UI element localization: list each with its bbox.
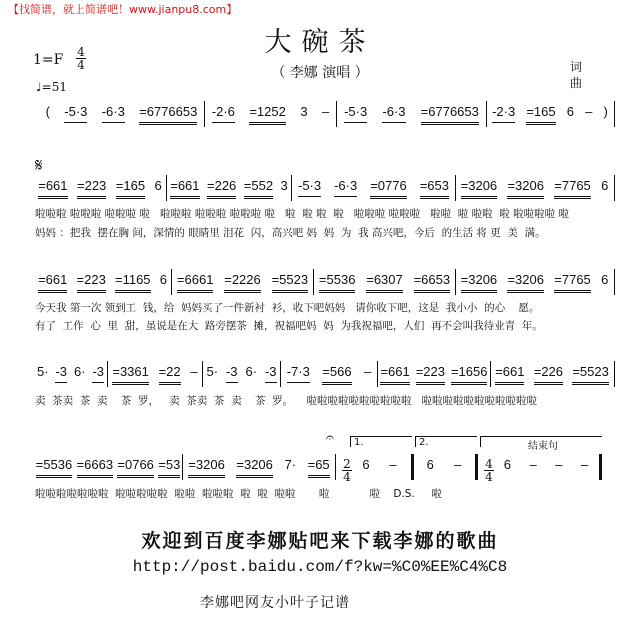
barline	[377, 361, 378, 387]
barline	[182, 454, 183, 480]
note-group: =5523	[272, 272, 309, 293]
note-group: =3206	[461, 272, 498, 293]
measure	[418, 457, 470, 479]
time-bottom: 4	[77, 58, 85, 72]
note-group: =226	[207, 178, 236, 199]
measure	[457, 178, 612, 200]
time-bottom: 4	[485, 470, 493, 484]
note-group: =223	[77, 272, 106, 293]
barline	[614, 361, 615, 387]
note-group: -6·3	[382, 104, 405, 123]
note-group: =3361	[112, 364, 149, 385]
note-group: -7·3	[287, 364, 310, 383]
note-group: =3206	[507, 272, 544, 293]
note-group: –	[322, 104, 330, 119]
note-group: =5523	[572, 364, 609, 385]
note-group: =661	[38, 178, 67, 199]
measure	[173, 272, 312, 294]
note-group: =3206	[188, 457, 225, 478]
note-group: –	[364, 364, 372, 379]
lyrics-line: 啦啦啦啦啦啦啦 啦啦啦啦啦 啦啦 啦啦啦 啦 啦 啦啦 啦 啦 D.S. 啦	[35, 488, 442, 500]
barline	[204, 101, 205, 127]
barline	[313, 269, 314, 295]
barline	[455, 269, 456, 295]
note-group: 5·	[36, 364, 49, 379]
note-group: =1656	[451, 364, 488, 385]
lyrics-line: 有了 工作 心 里 甜，虽说是在大 路旁摆茶 摊，祝福吧妈 妈 为我祝福吧，人们 再不会叫我待业青 年。	[35, 320, 543, 332]
lyrics-line: 妈妈 ：把我 摆在胸 间，深情的 眼睛里 泪花 闪，高兴吧 妈 妈 为 我 高兴吧，今后 的生活 将 更 美 满。	[35, 227, 546, 239]
measure	[168, 178, 290, 200]
note-group: )	[603, 104, 608, 119]
barline	[291, 175, 292, 201]
note-group: 6·	[245, 364, 258, 379]
note-group: –	[555, 457, 563, 472]
note-group: 6	[601, 272, 609, 287]
barline	[107, 361, 108, 387]
note-group: =653	[420, 178, 449, 199]
segno-icon: 𝄋	[35, 155, 43, 176]
score-row	[0, 178, 640, 200]
note-group: =661	[495, 364, 524, 385]
barline	[202, 361, 203, 387]
note-group: –	[190, 364, 198, 379]
note-group: =661	[380, 364, 409, 385]
note-group: =552	[244, 178, 273, 199]
barline	[486, 101, 487, 127]
note-group: 6	[566, 104, 574, 119]
note-group: 3	[300, 104, 308, 119]
barline	[455, 175, 456, 201]
note-group: –	[581, 457, 589, 472]
score-row	[0, 272, 640, 294]
note-group: -5·3	[344, 104, 367, 123]
footer-url-link[interactable]: http://post.baidu.com/f?kw=%C0%EE%C4%C8	[132, 558, 508, 576]
measure	[35, 178, 165, 200]
barline	[599, 454, 602, 480]
note-group: =2226	[224, 272, 261, 293]
volta-1: 1.	[350, 436, 412, 447]
note-group: =165	[116, 178, 145, 199]
measure	[293, 178, 454, 200]
time-top: 4	[77, 45, 85, 59]
lyricist-label: 词	[570, 60, 583, 74]
measure	[206, 104, 335, 126]
footer-credit: 李娜吧网友小叶子记谱	[200, 595, 350, 611]
measure	[35, 457, 181, 479]
note-group: =3206	[236, 457, 273, 478]
score-row	[0, 457, 640, 479]
note-group: -3	[92, 364, 104, 383]
note-group: -5·3	[298, 178, 321, 197]
note-group: 6	[503, 457, 511, 472]
note-group: 6	[159, 272, 167, 287]
measure	[496, 457, 596, 479]
footer-welcome: 欢迎到百度李娜贴吧来下载李娜的歌曲	[141, 530, 499, 552]
time-signature	[76, 46, 86, 71]
note-group: =223	[77, 178, 106, 199]
note-group: 6	[601, 178, 609, 193]
time-top: 4	[485, 457, 493, 471]
note-group: =661	[170, 178, 199, 199]
note-group: =226	[534, 364, 563, 385]
barline	[614, 269, 615, 295]
note-group: -3	[226, 364, 238, 383]
volta-ending: 结束句	[480, 436, 602, 447]
note-group: –	[529, 457, 537, 472]
measure	[379, 364, 489, 386]
note-group: =7765	[554, 178, 591, 199]
composer-label: 曲	[570, 76, 583, 90]
note-group: =5536	[319, 272, 356, 293]
note-group: =5536	[36, 457, 73, 478]
barline	[490, 361, 491, 387]
note-group: 6	[154, 178, 162, 193]
measure	[457, 272, 612, 294]
lyrics-line: 啦啦啦 啦啦啦 啦啦啦 啦 啦啦啦 啦啦啦 啦啦啦 啦 啦 啦 啦 啦 啦啦啦 啦啦啦 啦啦 啦 啦啦 啦 啦啦啦啦 啦	[35, 208, 569, 220]
barline	[475, 454, 478, 480]
barline	[166, 175, 167, 201]
note-group: -3	[265, 364, 277, 383]
key-signature: 1=F	[33, 52, 64, 68]
note-group: -6·3	[102, 104, 125, 123]
barline	[335, 454, 336, 480]
fermata-icon: 𝄐	[326, 430, 334, 446]
note-group: -2·6	[212, 104, 235, 123]
note-group: 6	[426, 457, 434, 472]
note-group: =6776653	[421, 104, 479, 125]
measure	[35, 272, 170, 294]
note-group: =6663	[77, 457, 114, 478]
note-group: =165	[526, 104, 555, 125]
note-group: –	[454, 457, 462, 472]
note-group: -5·3	[64, 104, 87, 123]
note-group: =3206	[507, 178, 544, 199]
volta-2: 2.	[415, 436, 477, 447]
note-group: =566	[322, 364, 351, 385]
note-group: =223	[416, 364, 445, 385]
barline	[411, 454, 414, 480]
tempo-marking: ♩=51	[36, 80, 67, 94]
note-group: =0776	[370, 178, 407, 199]
note-group: 3	[280, 178, 288, 193]
note-group: =6307	[366, 272, 403, 293]
note-group: =3206	[461, 178, 498, 199]
note-group: =22	[159, 364, 181, 385]
score-row	[0, 364, 640, 386]
note-group: 7·	[284, 457, 297, 472]
singer-credit: （ 李娜 演唱 ）	[271, 65, 369, 81]
barline	[614, 175, 615, 201]
note-group: =0766	[117, 457, 154, 478]
note-group: =6776653	[139, 104, 197, 125]
note-group: 5·	[206, 364, 219, 379]
note-group: =53	[158, 457, 180, 478]
note-group: -2·3	[492, 104, 515, 123]
measure	[338, 104, 485, 126]
lyrics-line: 今天我 第一次 领到工 钱，给 妈妈买了一件新衬 衫，收下吧妈妈 请你收下吧，这是 我小小 的心 愿。	[35, 302, 540, 314]
note-group: =65	[308, 457, 330, 478]
measure	[354, 457, 405, 479]
measure	[184, 457, 334, 479]
note-group: =6653	[414, 272, 451, 293]
note-group: (	[45, 104, 50, 119]
note-group: –	[389, 457, 397, 472]
lyrics-line: 卖 茶卖 茶 卖 茶 罗， 卖 茶卖 茶 卖 茶 罗。 啦啦啦啦啦啦啦啦啦啦 啦啦啦啦啦啦啦啦啦啦啦	[35, 395, 537, 407]
barline	[171, 269, 172, 295]
score-row	[0, 104, 640, 126]
note-group: –	[585, 104, 593, 119]
note-group: =661	[38, 272, 67, 293]
note-group: 6·	[73, 364, 86, 379]
barline	[614, 101, 615, 127]
measure	[109, 364, 201, 386]
measure	[282, 364, 376, 386]
note-group: =1165	[115, 272, 151, 293]
measure	[35, 364, 106, 386]
measure	[488, 104, 612, 126]
note-group: -6·3	[334, 178, 357, 197]
note-group: 6	[362, 457, 370, 472]
measure	[315, 272, 454, 294]
note-group: =1252	[249, 104, 286, 125]
note-group: -3	[55, 364, 67, 383]
measure	[204, 364, 279, 386]
note-group: =6661	[177, 272, 214, 293]
barline	[336, 101, 337, 127]
song-title: 大碗茶	[264, 27, 376, 58]
measure	[492, 364, 612, 386]
measure	[40, 104, 203, 126]
site-banner-link[interactable]: 【找简谱，就上简谱吧！www.jianpu8.com】	[8, 3, 238, 16]
barline	[280, 361, 281, 387]
time-bottom: 4	[343, 470, 351, 484]
note-group: =7765	[554, 272, 591, 293]
time-top: 2	[343, 457, 351, 471]
